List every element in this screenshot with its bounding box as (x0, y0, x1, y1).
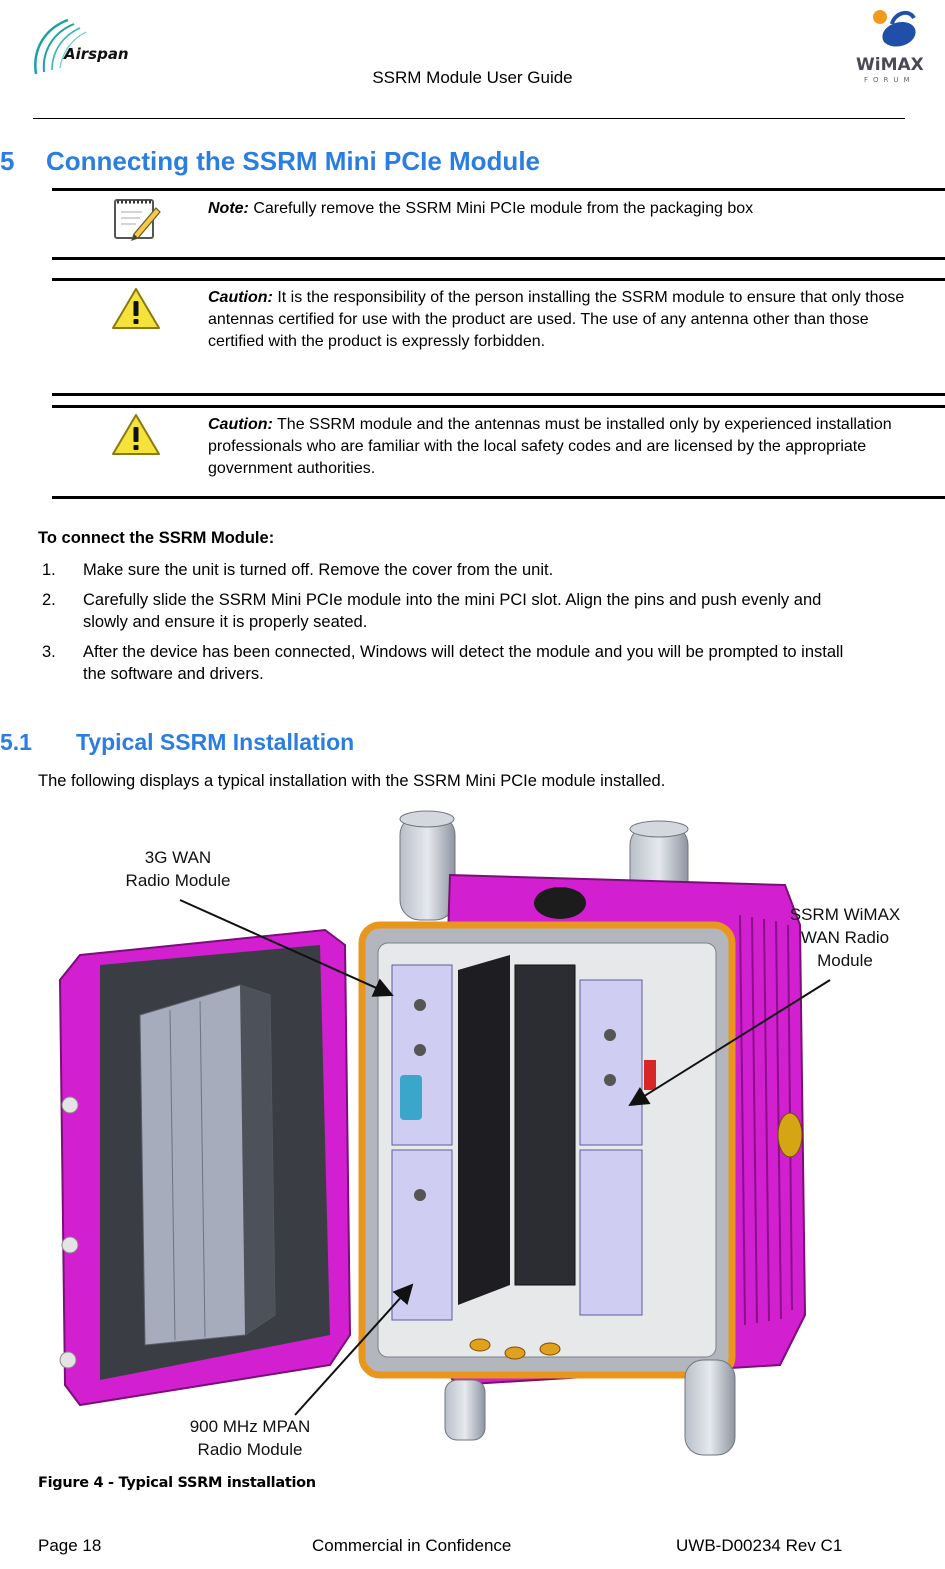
radio-module-mpan (392, 1150, 452, 1320)
callout-mpan: Radio Module (197, 1440, 303, 1459)
notice-rule-bottom (52, 257, 945, 260)
footer-confidentiality: Commercial in Confidence (312, 1536, 512, 1555)
callout-ssrm: WAN Radio (800, 928, 890, 947)
subsection-intro: The following displays a typical installation with the SSRM Mini PCIe module installed. (38, 772, 666, 790)
warning-icon (110, 286, 162, 332)
header-divider (33, 118, 905, 119)
wimax-logo-subtext: FORUM (864, 76, 915, 84)
caution-notice (208, 414, 928, 480)
step-number: 1. (42, 561, 56, 579)
caution-text: It is the responsibility of the person installing the SSRM module to ensure that only those antennas certified for use with the product are used. The use of any antenna other than those certified with the product is expressly forbidden. (208, 289, 905, 350)
wimax-logo-text: WiMAX (856, 55, 924, 75)
wimax-logo (850, 4, 940, 94)
warning-icon (110, 412, 162, 458)
procedure-steps (38, 559, 868, 693)
antenna-top-left (400, 811, 455, 920)
notice-rule-top (52, 405, 945, 408)
top-cap (534, 887, 586, 919)
notice-rule-bottom (52, 496, 945, 499)
list-item (38, 589, 868, 633)
callout-3g-wan: 3G WAN (144, 848, 212, 867)
list-item (38, 559, 868, 581)
red-tab (644, 1060, 656, 1090)
caution-label: Caution: (208, 416, 273, 433)
airspan-logo-text: Airspan (64, 45, 129, 63)
footer-document-id: UWB-D00234 Rev C1 (676, 1536, 843, 1555)
section-title: Connecting the SSRM Mini PCIe Module (46, 146, 540, 176)
caution-label: Caution: (208, 289, 273, 306)
section-number: 5 (0, 146, 15, 176)
connector-blue (400, 1075, 422, 1120)
notice-rule-top (52, 278, 945, 281)
step-text: After the device has been connected, Windows will detect the module and you will be prompted to install the software and drivers. (83, 643, 844, 683)
radio-module-lower-right (580, 1150, 642, 1315)
router-board (458, 955, 510, 1305)
router-ports-panel (515, 965, 575, 1285)
callout-mpan: 900 MHz MPAN (189, 1417, 311, 1436)
caution-text: The SSRM module and the antennas must be installed only by experienced installation professionals who are familiar with the local safety codes and are licensed by the appropriate government authorities. (208, 416, 892, 477)
subsection-number: 5.1 (0, 729, 32, 755)
callout-3g-wan: Radio Module (125, 871, 231, 890)
step-text: Carefully slide the SSRM Mini PCIe module into the mini PCI slot. Align the pins and push evenly and slowly and ensure it is properly seated. (83, 591, 822, 631)
footer-page-number: Page 18 (38, 1536, 102, 1555)
subsection-title: Typical SSRM Installation (76, 729, 355, 755)
callout-ssrm: SSRM WiMAX (789, 905, 901, 924)
note-icon (112, 194, 162, 244)
callout-ssrm: Module (817, 951, 873, 970)
header-title: SSRM Module User Guide (372, 68, 573, 87)
antenna-bottom-left (445, 1380, 485, 1440)
caution-notice (208, 287, 928, 353)
note-label: Note: (208, 200, 249, 217)
step-number: 3. (42, 643, 56, 661)
notice-rule-bottom (52, 393, 945, 396)
step-text: Make sure the unit is turned off. Remove the cover from the unit. (83, 561, 554, 579)
figure-caption: Figure 4 - Typical SSRM installation (38, 1475, 316, 1491)
note-notice (208, 198, 928, 220)
step-number: 2. (42, 591, 56, 609)
door-module (140, 985, 275, 1345)
installation-figure (40, 805, 920, 1465)
list-item (38, 641, 868, 685)
antenna-bottom-right (685, 1360, 735, 1455)
note-text: Carefully remove the SSRM Mini PCIe module from the packaging box (248, 200, 754, 217)
radio-module-ssrm (580, 980, 642, 1145)
procedure-heading: To connect the SSRM Module: (38, 529, 275, 547)
side-plug (778, 1113, 802, 1157)
notice-rule-top (52, 188, 945, 191)
